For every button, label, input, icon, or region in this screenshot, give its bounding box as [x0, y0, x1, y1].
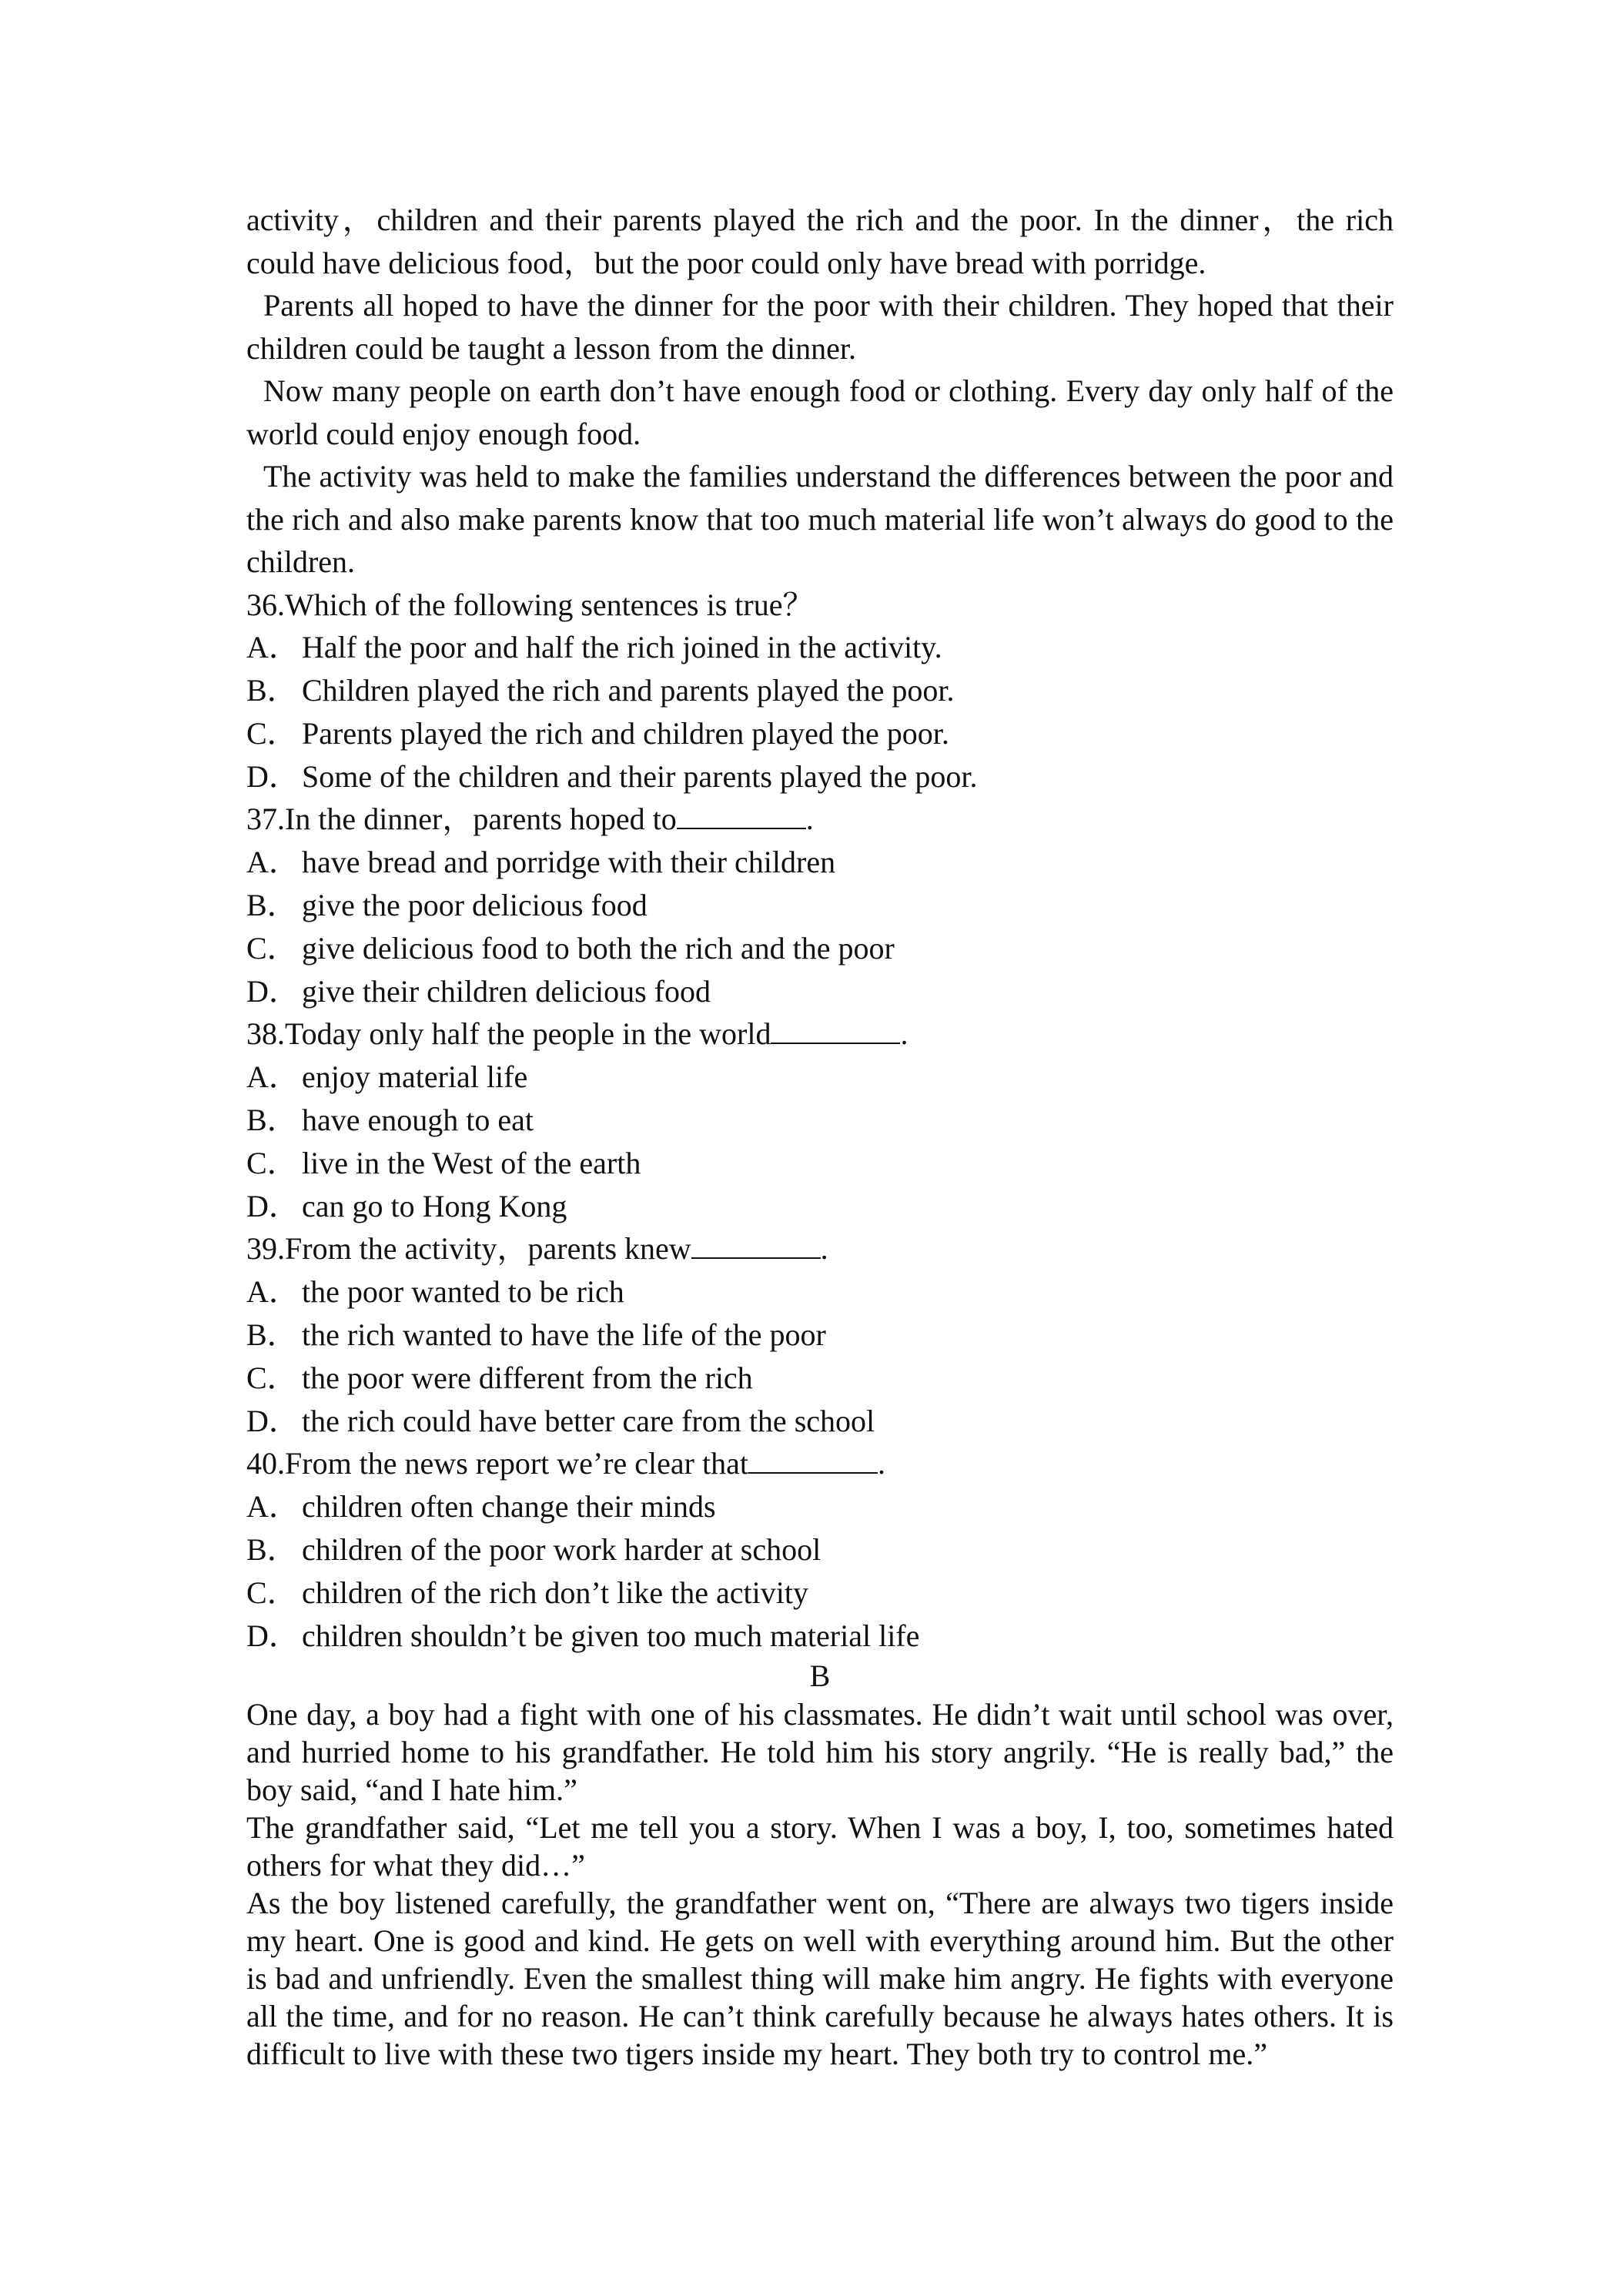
document-page [246, 199, 1394, 2073]
option-letter: B． [246, 1103, 298, 1138]
passage-b-heading: B [809, 1658, 831, 1694]
question-stem-text: 36.Which of the following sentences is true？ [246, 587, 814, 622]
question-stem-text: 37.In the dinner，parents hoped to [246, 802, 677, 837]
passage-a [246, 199, 1394, 584]
answer-option[interactable] [246, 1357, 1394, 1400]
option-letter: B． [246, 673, 298, 708]
question-stem-end: . [805, 802, 814, 837]
option-letter: D． [246, 758, 300, 794]
answer-option[interactable] [246, 1400, 1394, 1443]
option-text: enjoy material life [302, 1059, 528, 1095]
passage-b [246, 1657, 1394, 2073]
option-text: children of the rich don’t like the activity [302, 1575, 808, 1610]
passage-a-paragraph-3: Now many people on earth don’t have enough food or clothing. Every day only half of the world could enjoy enough food. [246, 373, 1394, 451]
option-text: give their children delicious food [302, 973, 711, 1009]
passage-b-paragraph-3: As the boy listened carefully, the grandfather went on, “There are always two tigers inside my heart. One is good and kind. He gets on well with everything around him. But the other is bad and unfriendly. Even the smallest thing will make him angry. He fights with everyone all the time, and for no reason. He can’t think carefully because he always hates others. It is difficult to live with these two tigers inside my heart. They both try to control me.” [246, 1886, 1394, 2072]
option-letter: D． [246, 973, 300, 1009]
option-text: the rich could have better care from the school [302, 1403, 875, 1438]
option-text: children shouldn’t be given too much material life [302, 1618, 920, 1653]
answer-blank[interactable] [748, 1449, 878, 1474]
answer-option[interactable] [246, 1485, 1394, 1528]
option-letter: D． [246, 1618, 300, 1653]
passage-a-paragraph-1: activity，children and their parents played the rich and the poor. In the dinner，the rich could have delicious food，but the poor could only have bread with porridge. [246, 202, 1394, 280]
option-letter: D． [246, 1188, 300, 1223]
option-text: give delicious food to both the rich and the poor [302, 930, 895, 966]
answer-option[interactable] [246, 1270, 1394, 1314]
answer-option[interactable] [246, 1528, 1394, 1571]
answer-option[interactable] [246, 669, 1394, 712]
option-text: Children played the rich and parents played the poor. [302, 673, 955, 708]
answer-option[interactable] [246, 1571, 1394, 1615]
question-block [246, 1012, 1394, 1227]
option-letter: A． [246, 1059, 300, 1095]
option-text: Parents played the rich and children played the poor. [302, 715, 949, 751]
question-stem [246, 584, 1394, 627]
question-stem-end: . [877, 1446, 885, 1481]
passage-b-paragraph-2: The grandfather said, “Let me tell you a story. When I was a boy, I, too, sometimes hated others for what they did…” [246, 1810, 1394, 1883]
option-text: give the poor delicious food [302, 888, 648, 923]
question-stem-end: . [820, 1231, 828, 1267]
question-stem [246, 1442, 1394, 1485]
answer-option[interactable] [246, 1185, 1394, 1228]
question-block [246, 1227, 1394, 1442]
answer-option[interactable] [246, 1142, 1394, 1185]
answer-option[interactable] [246, 712, 1394, 755]
option-letter: A． [246, 1274, 300, 1310]
option-text: can go to Hong Kong [302, 1188, 567, 1223]
question-list [246, 584, 1394, 1658]
question-block [246, 1442, 1394, 1657]
question-stem [246, 798, 1394, 841]
option-letter: C． [246, 1145, 298, 1180]
option-text: children often change their minds [302, 1489, 716, 1525]
option-letter: D． [246, 1403, 300, 1438]
option-text: the rich wanted to have the life of the poor [302, 1317, 826, 1353]
answer-option[interactable] [246, 755, 1394, 798]
passage-a-paragraph-2: Parents all hoped to have the dinner for the poor with their children. They hoped that their children could be taught a lesson from the dinner. [246, 288, 1394, 366]
passage-a-paragraph-4: The activity was held to make the families understand the differences between the poor and the rich and also make parents know that too much material life won’t always do good to the children. [246, 459, 1394, 579]
option-letter: A． [246, 1489, 300, 1525]
answer-option[interactable] [246, 970, 1394, 1013]
option-letter: C． [246, 1360, 298, 1395]
answer-option[interactable] [246, 841, 1394, 884]
answer-option[interactable] [246, 1314, 1394, 1357]
option-text: have bread and porridge with their children [302, 845, 836, 880]
option-letter: A． [246, 630, 300, 665]
option-letter: B． [246, 1532, 298, 1568]
answer-option[interactable] [246, 1615, 1394, 1658]
question-stem [246, 1012, 1394, 1056]
option-letter: C． [246, 715, 298, 751]
option-letter: B． [246, 1317, 298, 1353]
option-text: have enough to eat [302, 1103, 534, 1138]
question-block [246, 584, 1394, 798]
option-text: the poor wanted to be rich [302, 1274, 624, 1310]
option-text: children of the poor work harder at school [302, 1532, 822, 1568]
question-block [246, 798, 1394, 1012]
answer-option[interactable] [246, 626, 1394, 669]
option-letter: B． [246, 888, 298, 923]
answer-blank[interactable] [771, 1019, 900, 1044]
option-letter: C． [246, 930, 298, 966]
answer-option[interactable] [246, 1056, 1394, 1099]
option-letter: A． [246, 845, 300, 880]
answer-blank[interactable] [677, 805, 806, 829]
option-text: live in the West of the earth [302, 1145, 641, 1180]
option-text: Half the poor and half the rich joined in the activity. [302, 630, 942, 665]
question-stem-text: 40.From the news report we’re clear that [246, 1446, 748, 1481]
answer-option[interactable] [246, 927, 1394, 970]
answer-option[interactable] [246, 884, 1394, 927]
question-stem [246, 1227, 1394, 1270]
question-stem-text: 39.From the activity，parents knew [246, 1231, 691, 1267]
passage-b-paragraph-1: One day, a boy had a fight with one of his classmates. He didn’t wait until school was over, and hurried home to his grandfather. He told him his story angrily. “He is really bad,” the boy said, “and I hate him.” [246, 1697, 1394, 1808]
question-stem-end: . [900, 1016, 909, 1052]
answer-option[interactable] [246, 1099, 1394, 1142]
option-text: the poor were different from the rich [302, 1360, 753, 1395]
answer-blank[interactable] [691, 1234, 821, 1259]
option-text: Some of the children and their parents played the poor. [302, 758, 978, 794]
option-letter: C． [246, 1575, 298, 1610]
question-stem-text: 38.Today only half the people in the world [246, 1016, 771, 1052]
